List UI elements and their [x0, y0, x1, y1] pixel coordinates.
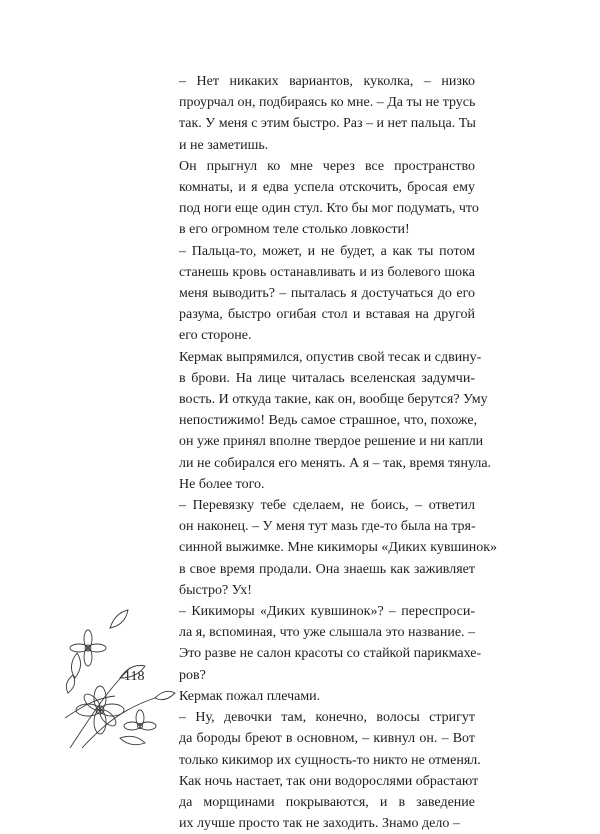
- text-line: разума, быстро огибая стол и вставая на другой: [179, 307, 475, 323]
- text-line: его стороне.: [179, 328, 252, 344]
- paragraph: [167, 241, 475, 347]
- text-line: вость. И откуда такие, как он, вообще берутся? Уму: [179, 392, 488, 408]
- text-line: – Ну, девочки там, конечно, волосы стригут: [179, 710, 475, 726]
- text-line: да бороды бреют в основном, – кивнул он. – Вот: [179, 731, 475, 747]
- paragraph: [167, 601, 482, 686]
- text-line: – Пальца-то, может, и не будет, а как ты потом: [179, 243, 475, 259]
- text-line: комнаты, и я едва успела отскочить, бросая ему: [179, 180, 475, 196]
- body-text: [167, 71, 498, 834]
- text-line: в его огромном теле столько ловкости!: [179, 222, 410, 238]
- text-line: так. У меня с этим быстро. Раз – и нет пальца. Ты: [179, 116, 476, 132]
- paragraph: [167, 495, 498, 601]
- text-line: только кикимор их сущность-то никто не отменял.: [179, 752, 481, 768]
- text-line: синной выжимке. Мне кикиморы «Диких кувшинок»: [179, 540, 498, 556]
- paragraph: [167, 156, 479, 241]
- paragraph: [167, 71, 475, 156]
- text-line: Он прыгнул ко мне через все пространство: [179, 158, 475, 174]
- text-line: меня выводить? – пыталась я достучаться до его: [179, 286, 475, 302]
- text-line: да морщинами покрываются, и в заведение: [179, 794, 475, 810]
- paragraph: [167, 707, 481, 834]
- text-line: Это разве не салон красоты со стайкой парикмахе-: [179, 646, 482, 662]
- paragraph: [167, 347, 492, 495]
- floral-corner-ornament: [60, 598, 180, 750]
- text-line: их лучше просто так не заходить. Знамо дело –: [179, 816, 460, 832]
- text-line: Кермак пожал плечами.: [179, 688, 321, 704]
- text-line: Как ночь настает, так они водорослями обрастают: [179, 773, 479, 789]
- text-line: ров?: [179, 667, 206, 683]
- text-line: ли не собирался его менять. А я – так, время тянула.: [179, 455, 492, 471]
- text-line: под ноги еще один стул. Кто бы мог подумать, что: [179, 201, 479, 217]
- text-line: – Кикиморы «Диких кувшинок»? – переспроси-: [179, 604, 475, 620]
- paragraph: [167, 686, 475, 707]
- text-line: ла я, вспоминая, что уже слышала это название. –: [179, 625, 476, 641]
- text-line: станешь кровь останавливать и из болевого шока: [179, 264, 475, 280]
- text-line: он наконец. – У меня тут мазь где-то была на тря-: [179, 519, 476, 535]
- text-line: – Нет никаких вариантов, куколка, – низко: [179, 74, 475, 89]
- text-line: непостижимо! Ведь самое страшное, что, похоже,: [179, 413, 478, 429]
- text-line: в брови. На лице читалась вселенская задумчи-: [179, 370, 475, 386]
- text-line: в свое время продали. Она знаешь как заживляет: [179, 561, 475, 577]
- text-line: и не заметишь.: [179, 137, 269, 153]
- page-number: 118: [124, 669, 145, 684]
- text-line: Не более того.: [179, 476, 265, 492]
- text-line: – Перевязку тебе сделаем, не боись, – ответил: [179, 498, 475, 514]
- text-line: Кермак выпрямился, опустив свой тесак и сдвину-: [179, 349, 482, 365]
- text-line: проурчал он, подбираясь ко мне. – Да ты не трусь: [179, 95, 476, 111]
- text-line: он уже принял вполне твердое решение и ни капли: [179, 434, 484, 450]
- text-line: быстро? Ух!: [179, 582, 252, 598]
